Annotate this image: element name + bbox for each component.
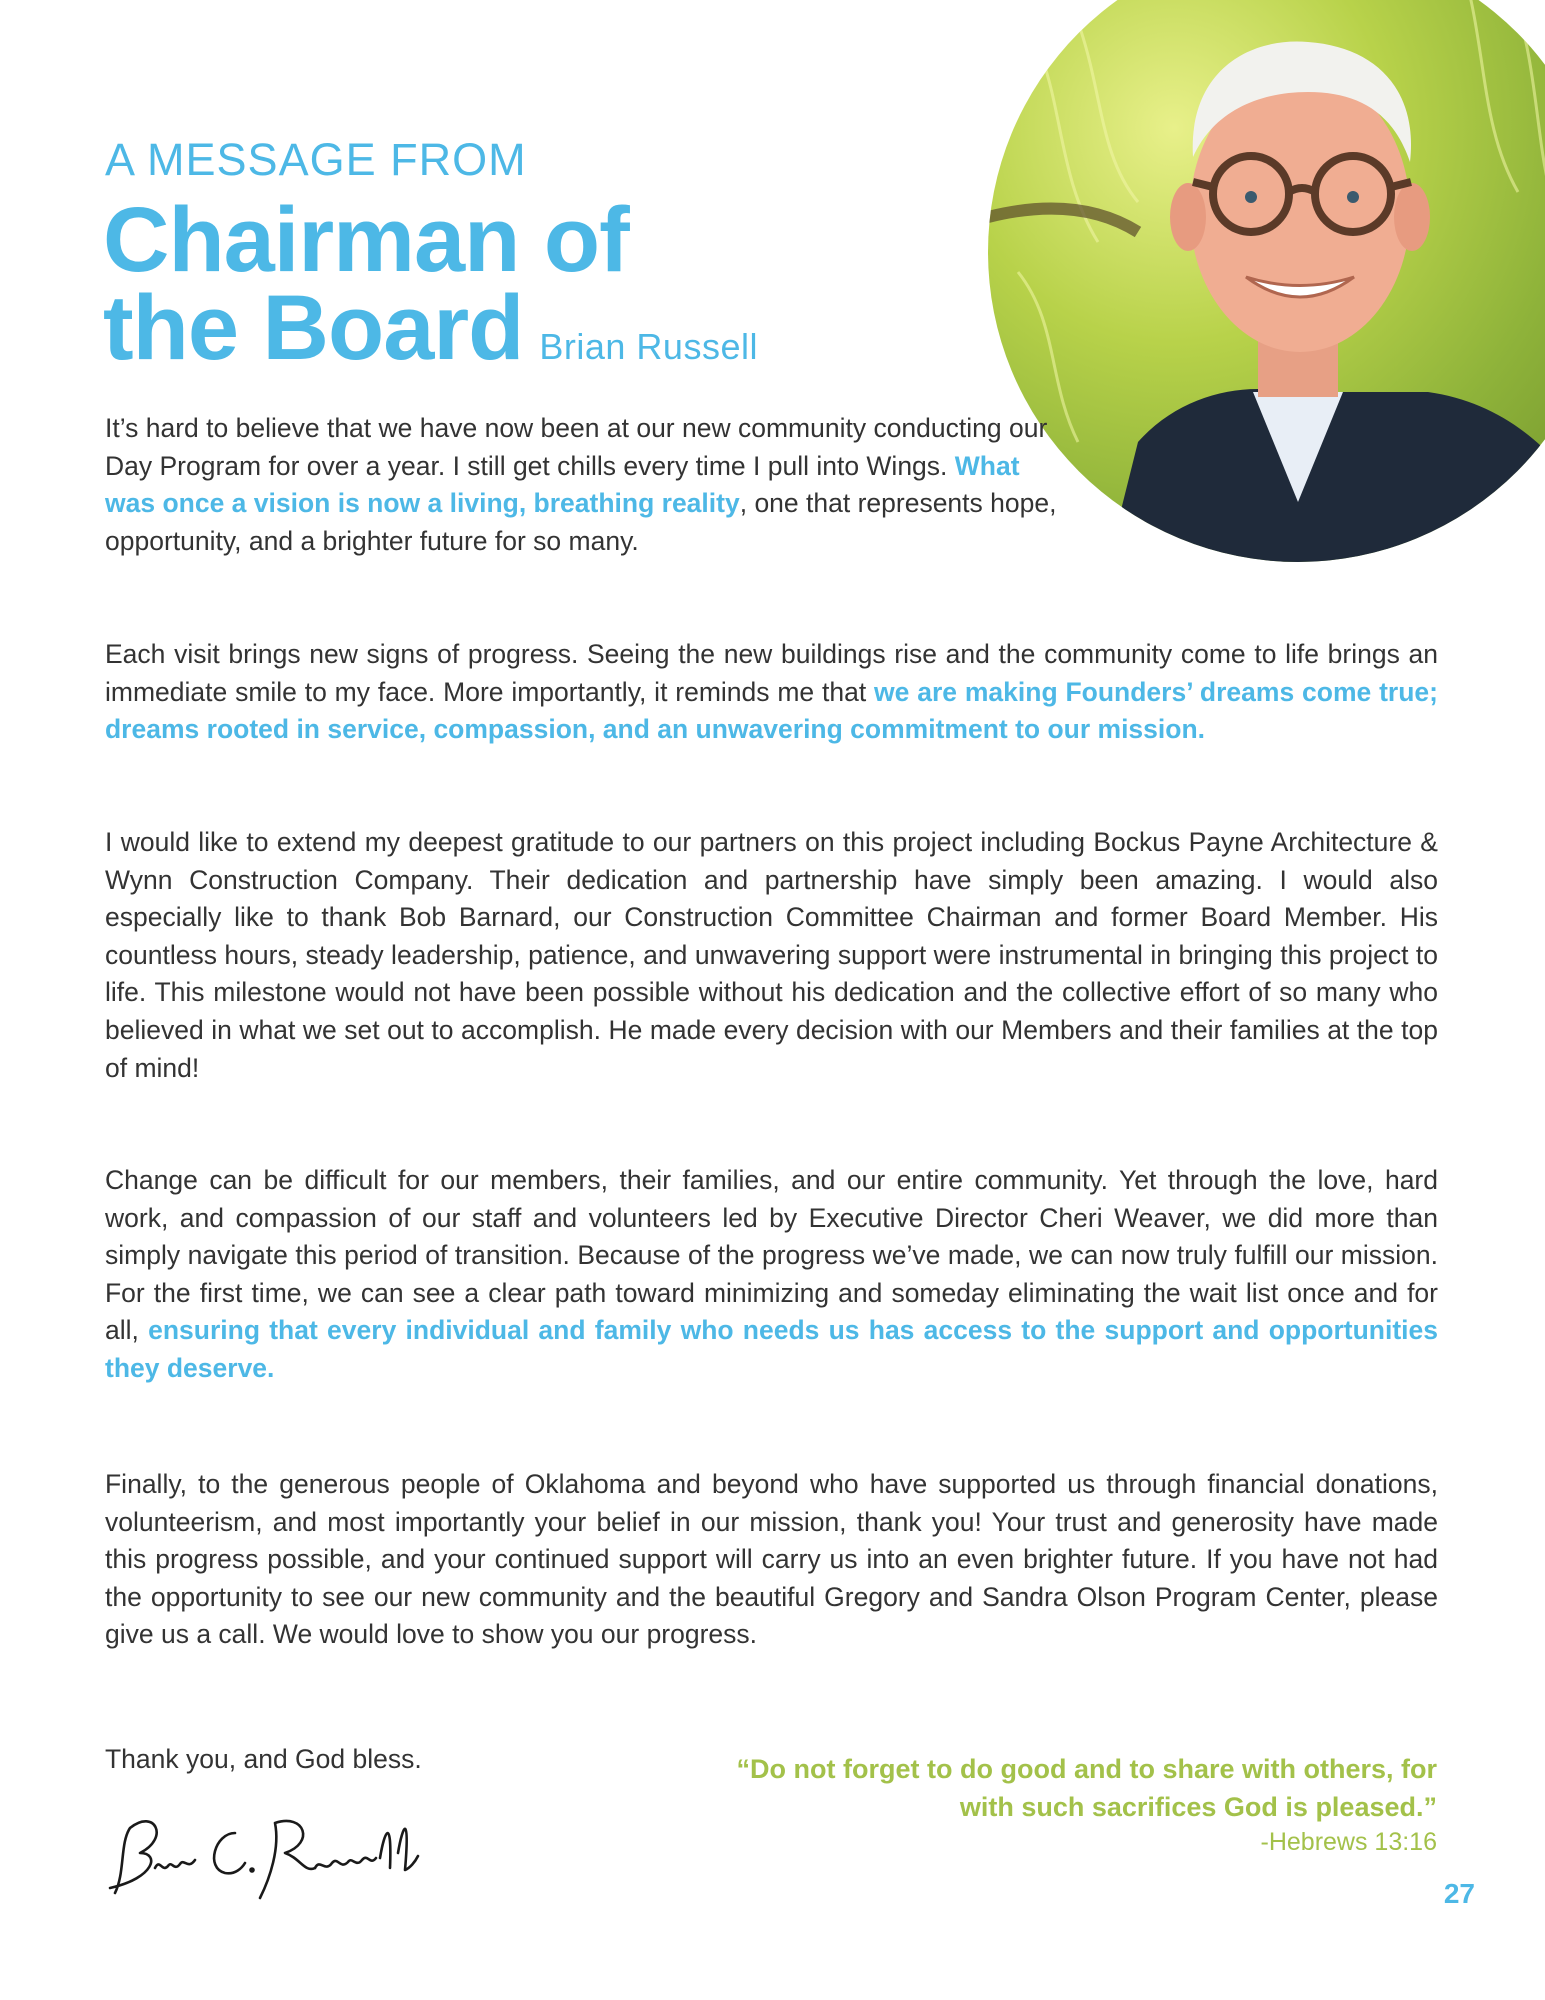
header-kicker: A MESSAGE FROM (105, 134, 527, 185)
paragraph-2-highlight: we are making Founders’ dreams come true; dreams rooted in service, compassion, and an unwavering commitment to our mission. (105, 676, 1438, 745)
signature (100, 1798, 420, 1908)
paragraph-1-highlight: What was once a vision is now a living, breathing reality (105, 450, 1020, 519)
paragraph-4 (105, 1162, 1438, 1388)
author-name: Brian Russell (539, 326, 758, 367)
closing-line: Thank you, and God bless. (105, 1744, 422, 1774)
paragraph-3: I would like to extend my deepest gratitude to our partners on this project including Bockus Payne Architecture & Wynn Construction Company. Their dedication and partnership have simply been amazing. I would also especially like to thank Bob Barnard, our Construction Committee Chairman and former Board Member. His countless hours, steady leadership, patience, and unwavering support were instrumental in bringing this project to life. This milestone would not have been possible without his dedication and the collective effort of so many who believed in what we set out to accomplish. He made every decision with our Members and their families at the top of mind! (105, 827, 1438, 1083)
page-number: 27 (1443, 1878, 1475, 1909)
title-line-2: the Board (103, 277, 524, 379)
paragraph-4-text: Change can be difficult for our members, their families, and our entire community. Yet through the love, hard work, and compassion of our staff and volunteers led by Executive Director Cheri Weaver, we did more than simply navigate this period of transition. Because of the progress we’ve made, we can now truly fulfill our mission. For the first time, we can see a clear path toward minimizing and someday eliminating the wait list once and for all, (105, 1165, 1438, 1346)
page-title (103, 189, 758, 391)
paragraph-1 (105, 410, 1065, 560)
title-line-1: Chairman of (103, 189, 629, 291)
paragraph-4-highlight: ensuring that every individual and family who needs us has access to the support and opportunities they deserve. (105, 1315, 1438, 1383)
scripture-quote: “Do not forget to do good and to share with others, for with such sacrifices God is pleased.” (736, 1754, 1437, 1822)
paragraph-1-text-b: , one that represents hope, opportunity, and a brighter future for so many. (105, 488, 1057, 556)
portrait-illustration (988, 0, 1545, 562)
chairman-portrait (988, 0, 1545, 562)
paragraph-2 (105, 636, 1438, 749)
paragraph-2-text: Each visit brings new signs of progress. Seeing the new buildings rise and the community come to life brings an immediate smile to my face. More importantly, it reminds me that (105, 639, 1438, 707)
paragraph-5: Finally, to the generous people of Oklahoma and beyond who have supported us through financial donations, volunteerism, and most importantly your belief in our mission, thank you! Your trust and generosity have made this progress possible, and your continued support will carry us into an even brighter future. If you have not had the opportunity to see our new community and the beautiful Gregory and Sandra Olson Program Center, please give us a call. We would love to show you our progress. (105, 1469, 1438, 1650)
title-line-2-wrap (103, 277, 758, 391)
quote-source: -Hebrews 13:16 (1260, 1828, 1437, 1856)
paragraph-1-text-a: It’s hard to believe that we have now been at our new community conducting our Day Program for over a year. I still get chills every time I pull into Wings. (105, 413, 1048, 481)
